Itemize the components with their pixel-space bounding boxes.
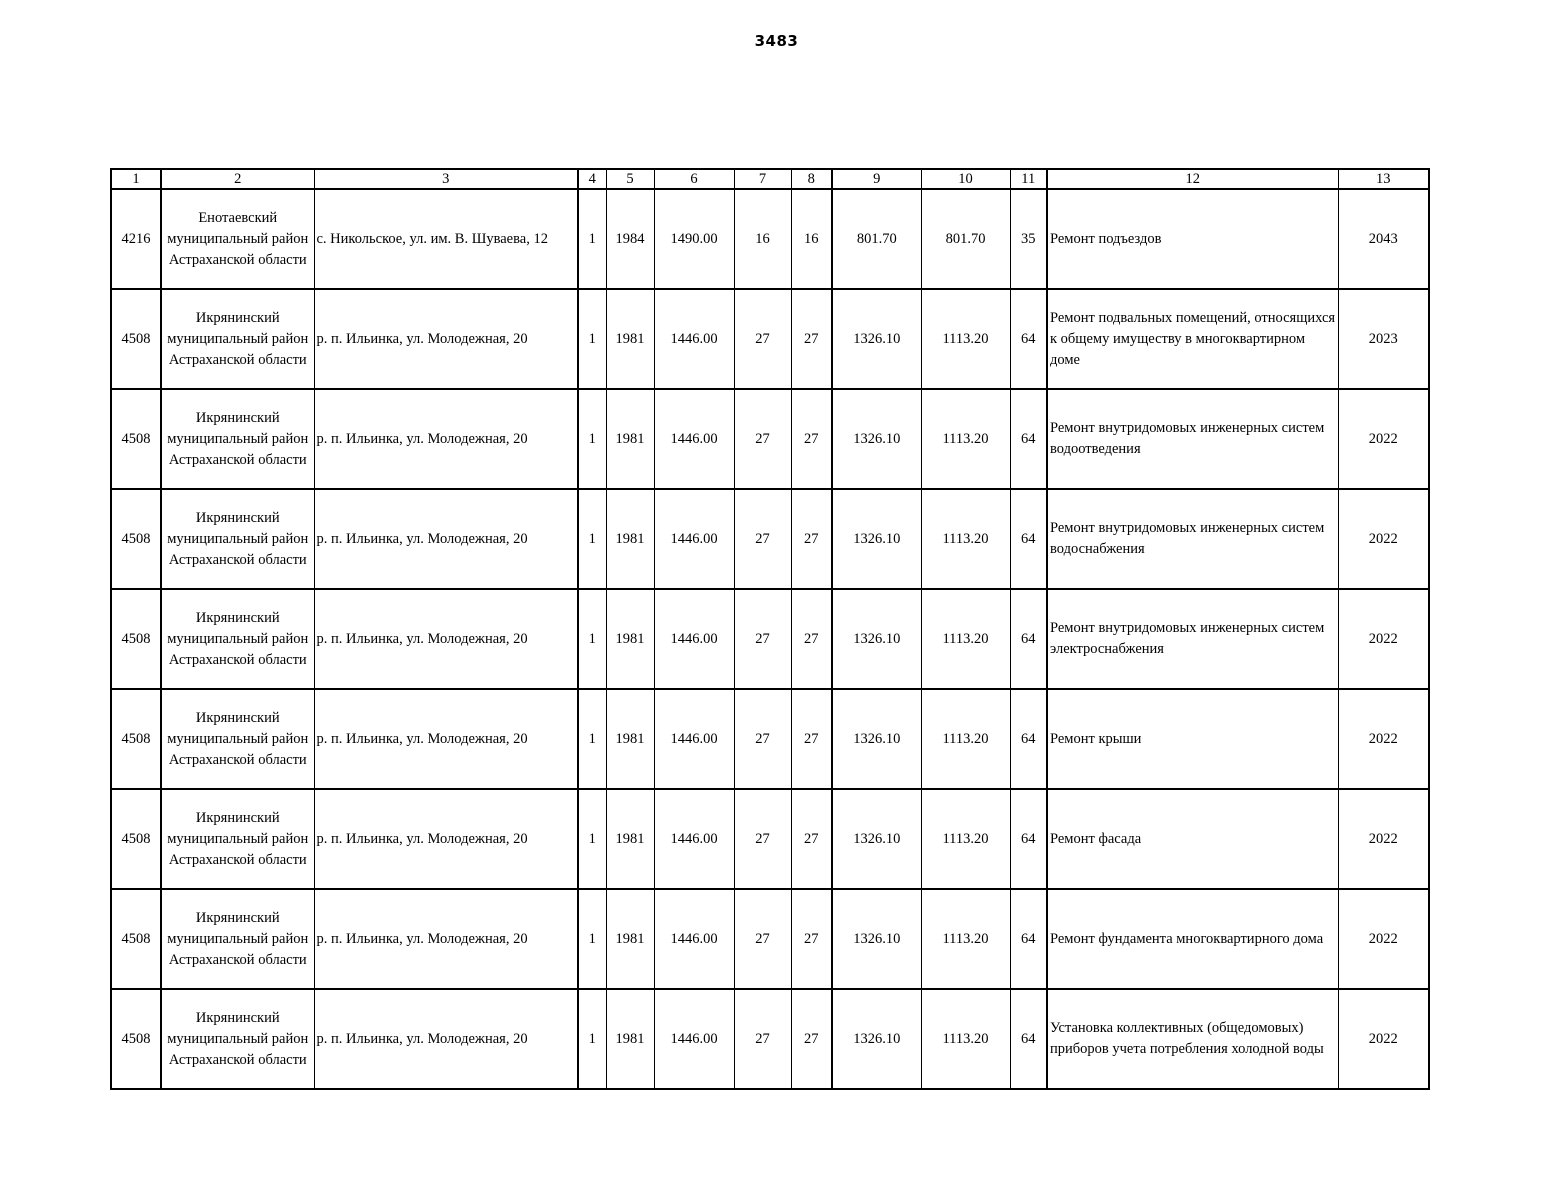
table-row <box>111 289 1429 389</box>
cell-col9: 1326.10 <box>832 289 921 389</box>
cell-col10: 1113.20 <box>921 689 1010 789</box>
column-header: 6 <box>654 169 734 189</box>
cell-year: 1981 <box>606 389 654 489</box>
cell-year: 1981 <box>606 589 654 689</box>
column-header: 9 <box>832 169 921 189</box>
table-row <box>111 889 1429 989</box>
cell-work-type: Ремонт фасада <box>1047 789 1338 889</box>
cell-work-type: Ремонт внутридомовых инженерных систем водоснабжения <box>1047 489 1338 589</box>
cell-col10: 1113.20 <box>921 989 1010 1089</box>
cell-work-type: Ремонт фундамента многоквартирного дома <box>1047 889 1338 989</box>
cell-col6: 1446.00 <box>654 589 734 689</box>
cell-col7: 27 <box>734 989 791 1089</box>
cell-planned-year: 2023 <box>1338 289 1429 389</box>
repair-schedule-table <box>110 168 1430 1090</box>
cell-municipality: Икрянинский муниципальный район Астраханской области <box>161 689 314 789</box>
cell-col8: 27 <box>791 989 832 1089</box>
cell-col8: 27 <box>791 889 832 989</box>
cell-col4: 1 <box>578 489 606 589</box>
cell-col4: 1 <box>578 989 606 1089</box>
cell-id: 4508 <box>111 789 161 889</box>
cell-address: р. п. Ильинка, ул. Молодежная, 20 <box>314 589 578 689</box>
table-row <box>111 789 1429 889</box>
cell-work-type: Ремонт подъездов <box>1047 189 1338 289</box>
column-header: 4 <box>578 169 606 189</box>
cell-col11: 64 <box>1010 989 1047 1089</box>
cell-col7: 27 <box>734 889 791 989</box>
cell-id: 4508 <box>111 489 161 589</box>
cell-id: 4508 <box>111 289 161 389</box>
cell-col9: 1326.10 <box>832 789 921 889</box>
cell-col10: 1113.20 <box>921 789 1010 889</box>
cell-planned-year: 2022 <box>1338 589 1429 689</box>
cell-col7: 27 <box>734 389 791 489</box>
column-header: 5 <box>606 169 654 189</box>
cell-id: 4508 <box>111 689 161 789</box>
cell-col4: 1 <box>578 889 606 989</box>
cell-id: 4508 <box>111 389 161 489</box>
column-header: 8 <box>791 169 832 189</box>
cell-col8: 27 <box>791 389 832 489</box>
cell-col8: 27 <box>791 689 832 789</box>
cell-planned-year: 2022 <box>1338 689 1429 789</box>
table-row <box>111 389 1429 489</box>
cell-address: р. п. Ильинка, ул. Молодежная, 20 <box>314 389 578 489</box>
cell-col11: 35 <box>1010 189 1047 289</box>
cell-col10: 1113.20 <box>921 489 1010 589</box>
cell-address: с. Никольское, ул. им. В. Шуваева, 12 <box>314 189 578 289</box>
cell-col6: 1446.00 <box>654 889 734 989</box>
cell-address: р. п. Ильинка, ул. Молодежная, 20 <box>314 789 578 889</box>
cell-year: 1981 <box>606 789 654 889</box>
cell-col10: 801.70 <box>921 189 1010 289</box>
cell-col7: 27 <box>734 589 791 689</box>
cell-work-type: Ремонт внутридомовых инженерных систем водоотведения <box>1047 389 1338 489</box>
cell-work-type: Ремонт внутридомовых инженерных систем электроснабжения <box>1047 589 1338 689</box>
cell-col7: 27 <box>734 789 791 889</box>
cell-col9: 1326.10 <box>832 989 921 1089</box>
cell-col4: 1 <box>578 289 606 389</box>
cell-col11: 64 <box>1010 589 1047 689</box>
cell-municipality: Икрянинский муниципальный район Астраханской области <box>161 489 314 589</box>
cell-col7: 27 <box>734 689 791 789</box>
cell-id: 4216 <box>111 189 161 289</box>
cell-col6: 1446.00 <box>654 489 734 589</box>
cell-id: 4508 <box>111 989 161 1089</box>
cell-year: 1981 <box>606 889 654 989</box>
table-row <box>111 689 1429 789</box>
cell-planned-year: 2043 <box>1338 189 1429 289</box>
cell-work-type: Ремонт подвальных помещений, относящихся к общему имуществу в многоквартирном доме <box>1047 289 1338 389</box>
cell-col6: 1446.00 <box>654 789 734 889</box>
cell-col4: 1 <box>578 189 606 289</box>
cell-col9: 1326.10 <box>832 689 921 789</box>
cell-municipality: Енотаевский муниципальный район Астраханской области <box>161 189 314 289</box>
cell-col9: 801.70 <box>832 189 921 289</box>
cell-municipality: Икрянинский муниципальный район Астраханской области <box>161 289 314 389</box>
cell-year: 1984 <box>606 189 654 289</box>
cell-col9: 1326.10 <box>832 889 921 989</box>
cell-col10: 1113.20 <box>921 889 1010 989</box>
cell-col7: 27 <box>734 289 791 389</box>
column-header: 2 <box>161 169 314 189</box>
cell-col7: 27 <box>734 489 791 589</box>
cell-year: 1981 <box>606 489 654 589</box>
cell-year: 1981 <box>606 989 654 1089</box>
cell-col11: 64 <box>1010 489 1047 589</box>
cell-col6: 1446.00 <box>654 289 734 389</box>
cell-col10: 1113.20 <box>921 589 1010 689</box>
cell-municipality: Икрянинский муниципальный район Астраханской области <box>161 389 314 489</box>
cell-id: 4508 <box>111 589 161 689</box>
column-header: 10 <box>921 169 1010 189</box>
cell-col4: 1 <box>578 789 606 889</box>
cell-address: р. п. Ильинка, ул. Молодежная, 20 <box>314 689 578 789</box>
column-number-header-row <box>111 169 1429 189</box>
cell-col4: 1 <box>578 689 606 789</box>
cell-col7: 16 <box>734 189 791 289</box>
cell-planned-year: 2022 <box>1338 489 1429 589</box>
table-row <box>111 989 1429 1089</box>
cell-col4: 1 <box>578 589 606 689</box>
cell-col4: 1 <box>578 389 606 489</box>
cell-municipality: Икрянинский муниципальный район Астраханской области <box>161 889 314 989</box>
cell-planned-year: 2022 <box>1338 389 1429 489</box>
cell-col11: 64 <box>1010 289 1047 389</box>
table-row <box>111 189 1429 289</box>
cell-col6: 1446.00 <box>654 689 734 789</box>
cell-col8: 27 <box>791 289 832 389</box>
cell-col11: 64 <box>1010 689 1047 789</box>
column-header: 3 <box>314 169 578 189</box>
cell-col9: 1326.10 <box>832 589 921 689</box>
table-row <box>111 589 1429 689</box>
cell-address: р. п. Ильинка, ул. Молодежная, 20 <box>314 889 578 989</box>
cell-municipality: Икрянинский муниципальный район Астраханской области <box>161 989 314 1089</box>
cell-municipality: Икрянинский муниципальный район Астраханской области <box>161 789 314 889</box>
cell-municipality: Икрянинский муниципальный район Астраханской области <box>161 589 314 689</box>
cell-col8: 16 <box>791 189 832 289</box>
cell-col11: 64 <box>1010 389 1047 489</box>
cell-id: 4508 <box>111 889 161 989</box>
cell-col11: 64 <box>1010 889 1047 989</box>
page-number: 3483 <box>754 32 799 50</box>
cell-col10: 1113.20 <box>921 389 1010 489</box>
column-header: 1 <box>111 169 161 189</box>
cell-col8: 27 <box>791 489 832 589</box>
cell-col11: 64 <box>1010 789 1047 889</box>
cell-col9: 1326.10 <box>832 489 921 589</box>
cell-col6: 1446.00 <box>654 989 734 1089</box>
cell-col6: 1446.00 <box>654 389 734 489</box>
cell-address: р. п. Ильинка, ул. Молодежная, 20 <box>314 989 578 1089</box>
cell-col8: 27 <box>791 589 832 689</box>
column-header: 11 <box>1010 169 1047 189</box>
cell-planned-year: 2022 <box>1338 889 1429 989</box>
cell-col6: 1490.00 <box>654 189 734 289</box>
cell-col8: 27 <box>791 789 832 889</box>
cell-planned-year: 2022 <box>1338 989 1429 1089</box>
column-header: 7 <box>734 169 791 189</box>
cell-address: р. п. Ильинка, ул. Молодежная, 20 <box>314 289 578 389</box>
cell-col10: 1113.20 <box>921 289 1010 389</box>
table-row <box>111 489 1429 589</box>
cell-work-type: Установка коллективных (общедомовых) приборов учета потребления холодной воды <box>1047 989 1338 1089</box>
cell-planned-year: 2022 <box>1338 789 1429 889</box>
column-header: 13 <box>1338 169 1429 189</box>
cell-address: р. п. Ильинка, ул. Молодежная, 20 <box>314 489 578 589</box>
column-header: 12 <box>1047 169 1338 189</box>
cell-work-type: Ремонт крыши <box>1047 689 1338 789</box>
cell-col9: 1326.10 <box>832 389 921 489</box>
cell-year: 1981 <box>606 289 654 389</box>
cell-year: 1981 <box>606 689 654 789</box>
